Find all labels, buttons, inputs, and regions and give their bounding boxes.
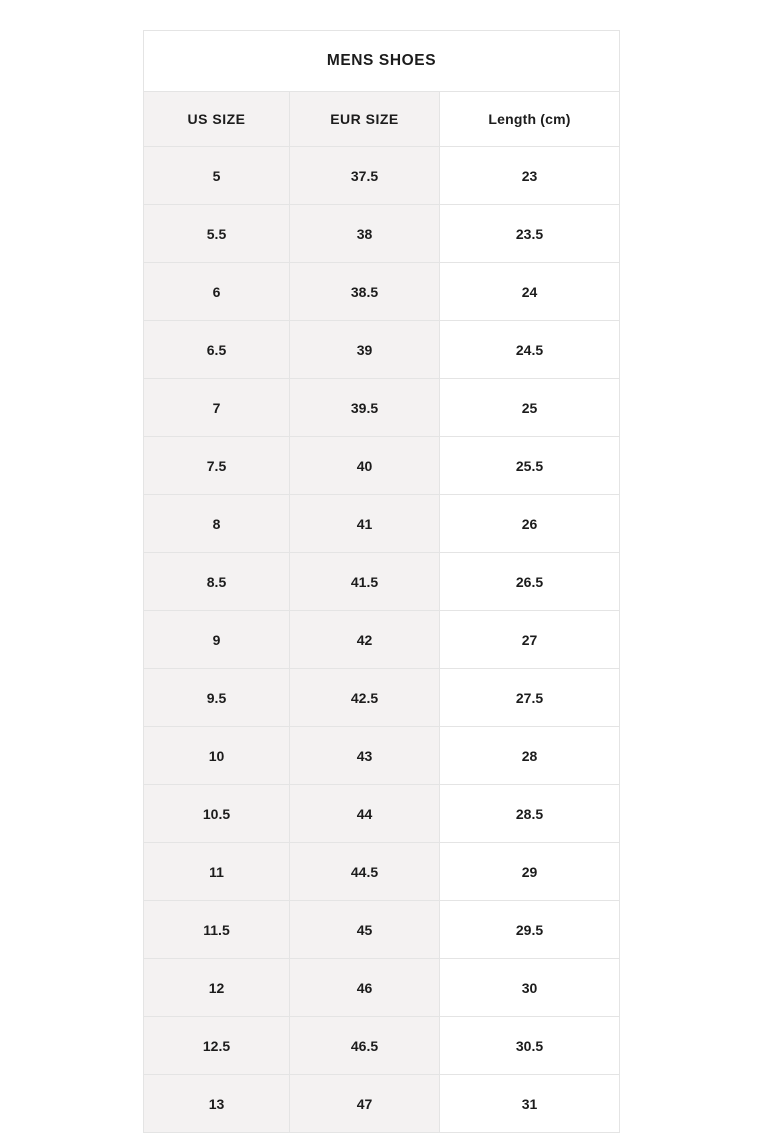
cell-length: 26 — [440, 495, 620, 553]
mens-shoes-size-table — [143, 30, 620, 1133]
cell-length: 28 — [440, 727, 620, 785]
cell-eur-size: 45 — [290, 901, 440, 959]
cell-eur-size: 38 — [290, 205, 440, 263]
cell-us-size: 9 — [144, 611, 290, 669]
cell-length: 25 — [440, 379, 620, 437]
cell-eur-size: 47 — [290, 1075, 440, 1133]
cell-eur-size: 37.5 — [290, 147, 440, 205]
cell-us-size: 5 — [144, 147, 290, 205]
column-header-eur-size: EUR SIZE — [290, 92, 440, 147]
cell-length: 27 — [440, 611, 620, 669]
cell-length: 29 — [440, 843, 620, 901]
cell-us-size: 8 — [144, 495, 290, 553]
cell-length: 30.5 — [440, 1017, 620, 1075]
cell-eur-size: 38.5 — [290, 263, 440, 321]
cell-length: 24.5 — [440, 321, 620, 379]
table-row — [144, 495, 620, 553]
column-header-us-size: US SIZE — [144, 92, 290, 147]
cell-eur-size: 44.5 — [290, 843, 440, 901]
table-row — [144, 959, 620, 1017]
cell-eur-size: 39 — [290, 321, 440, 379]
cell-us-size: 11.5 — [144, 901, 290, 959]
table-row — [144, 205, 620, 263]
table-row — [144, 553, 620, 611]
cell-us-size: 5.5 — [144, 205, 290, 263]
cell-length: 25.5 — [440, 437, 620, 495]
table-row — [144, 843, 620, 901]
table-row — [144, 901, 620, 959]
cell-eur-size: 41.5 — [290, 553, 440, 611]
table-row — [144, 611, 620, 669]
cell-us-size: 12 — [144, 959, 290, 1017]
cell-length: 23 — [440, 147, 620, 205]
cell-eur-size: 46 — [290, 959, 440, 1017]
cell-us-size: 9.5 — [144, 669, 290, 727]
cell-length: 24 — [440, 263, 620, 321]
size-chart-container — [143, 30, 619, 1133]
cell-length: 23.5 — [440, 205, 620, 263]
cell-us-size: 11 — [144, 843, 290, 901]
table-row — [144, 147, 620, 205]
table-title-row — [144, 31, 620, 92]
table-title: MENS SHOES — [144, 31, 620, 92]
cell-eur-size: 40 — [290, 437, 440, 495]
cell-us-size: 7 — [144, 379, 290, 437]
cell-eur-size: 42.5 — [290, 669, 440, 727]
table-row — [144, 1017, 620, 1075]
cell-us-size: 7.5 — [144, 437, 290, 495]
table-row — [144, 1075, 620, 1133]
cell-eur-size: 39.5 — [290, 379, 440, 437]
cell-us-size: 12.5 — [144, 1017, 290, 1075]
column-header-length: Length (cm) — [440, 92, 620, 147]
table-row — [144, 379, 620, 437]
table-row — [144, 437, 620, 495]
table-row — [144, 263, 620, 321]
cell-us-size: 8.5 — [144, 553, 290, 611]
cell-length: 29.5 — [440, 901, 620, 959]
cell-length: 26.5 — [440, 553, 620, 611]
cell-us-size: 10.5 — [144, 785, 290, 843]
cell-eur-size: 43 — [290, 727, 440, 785]
cell-eur-size: 42 — [290, 611, 440, 669]
table-row — [144, 669, 620, 727]
table-row — [144, 321, 620, 379]
cell-eur-size: 46.5 — [290, 1017, 440, 1075]
cell-length: 28.5 — [440, 785, 620, 843]
cell-eur-size: 44 — [290, 785, 440, 843]
cell-length: 30 — [440, 959, 620, 1017]
cell-us-size: 10 — [144, 727, 290, 785]
cell-length: 31 — [440, 1075, 620, 1133]
cell-us-size: 6 — [144, 263, 290, 321]
table-header-row — [144, 92, 620, 147]
cell-us-size: 13 — [144, 1075, 290, 1133]
cell-us-size: 6.5 — [144, 321, 290, 379]
cell-length: 27.5 — [440, 669, 620, 727]
table-row — [144, 785, 620, 843]
cell-eur-size: 41 — [290, 495, 440, 553]
table-row — [144, 727, 620, 785]
